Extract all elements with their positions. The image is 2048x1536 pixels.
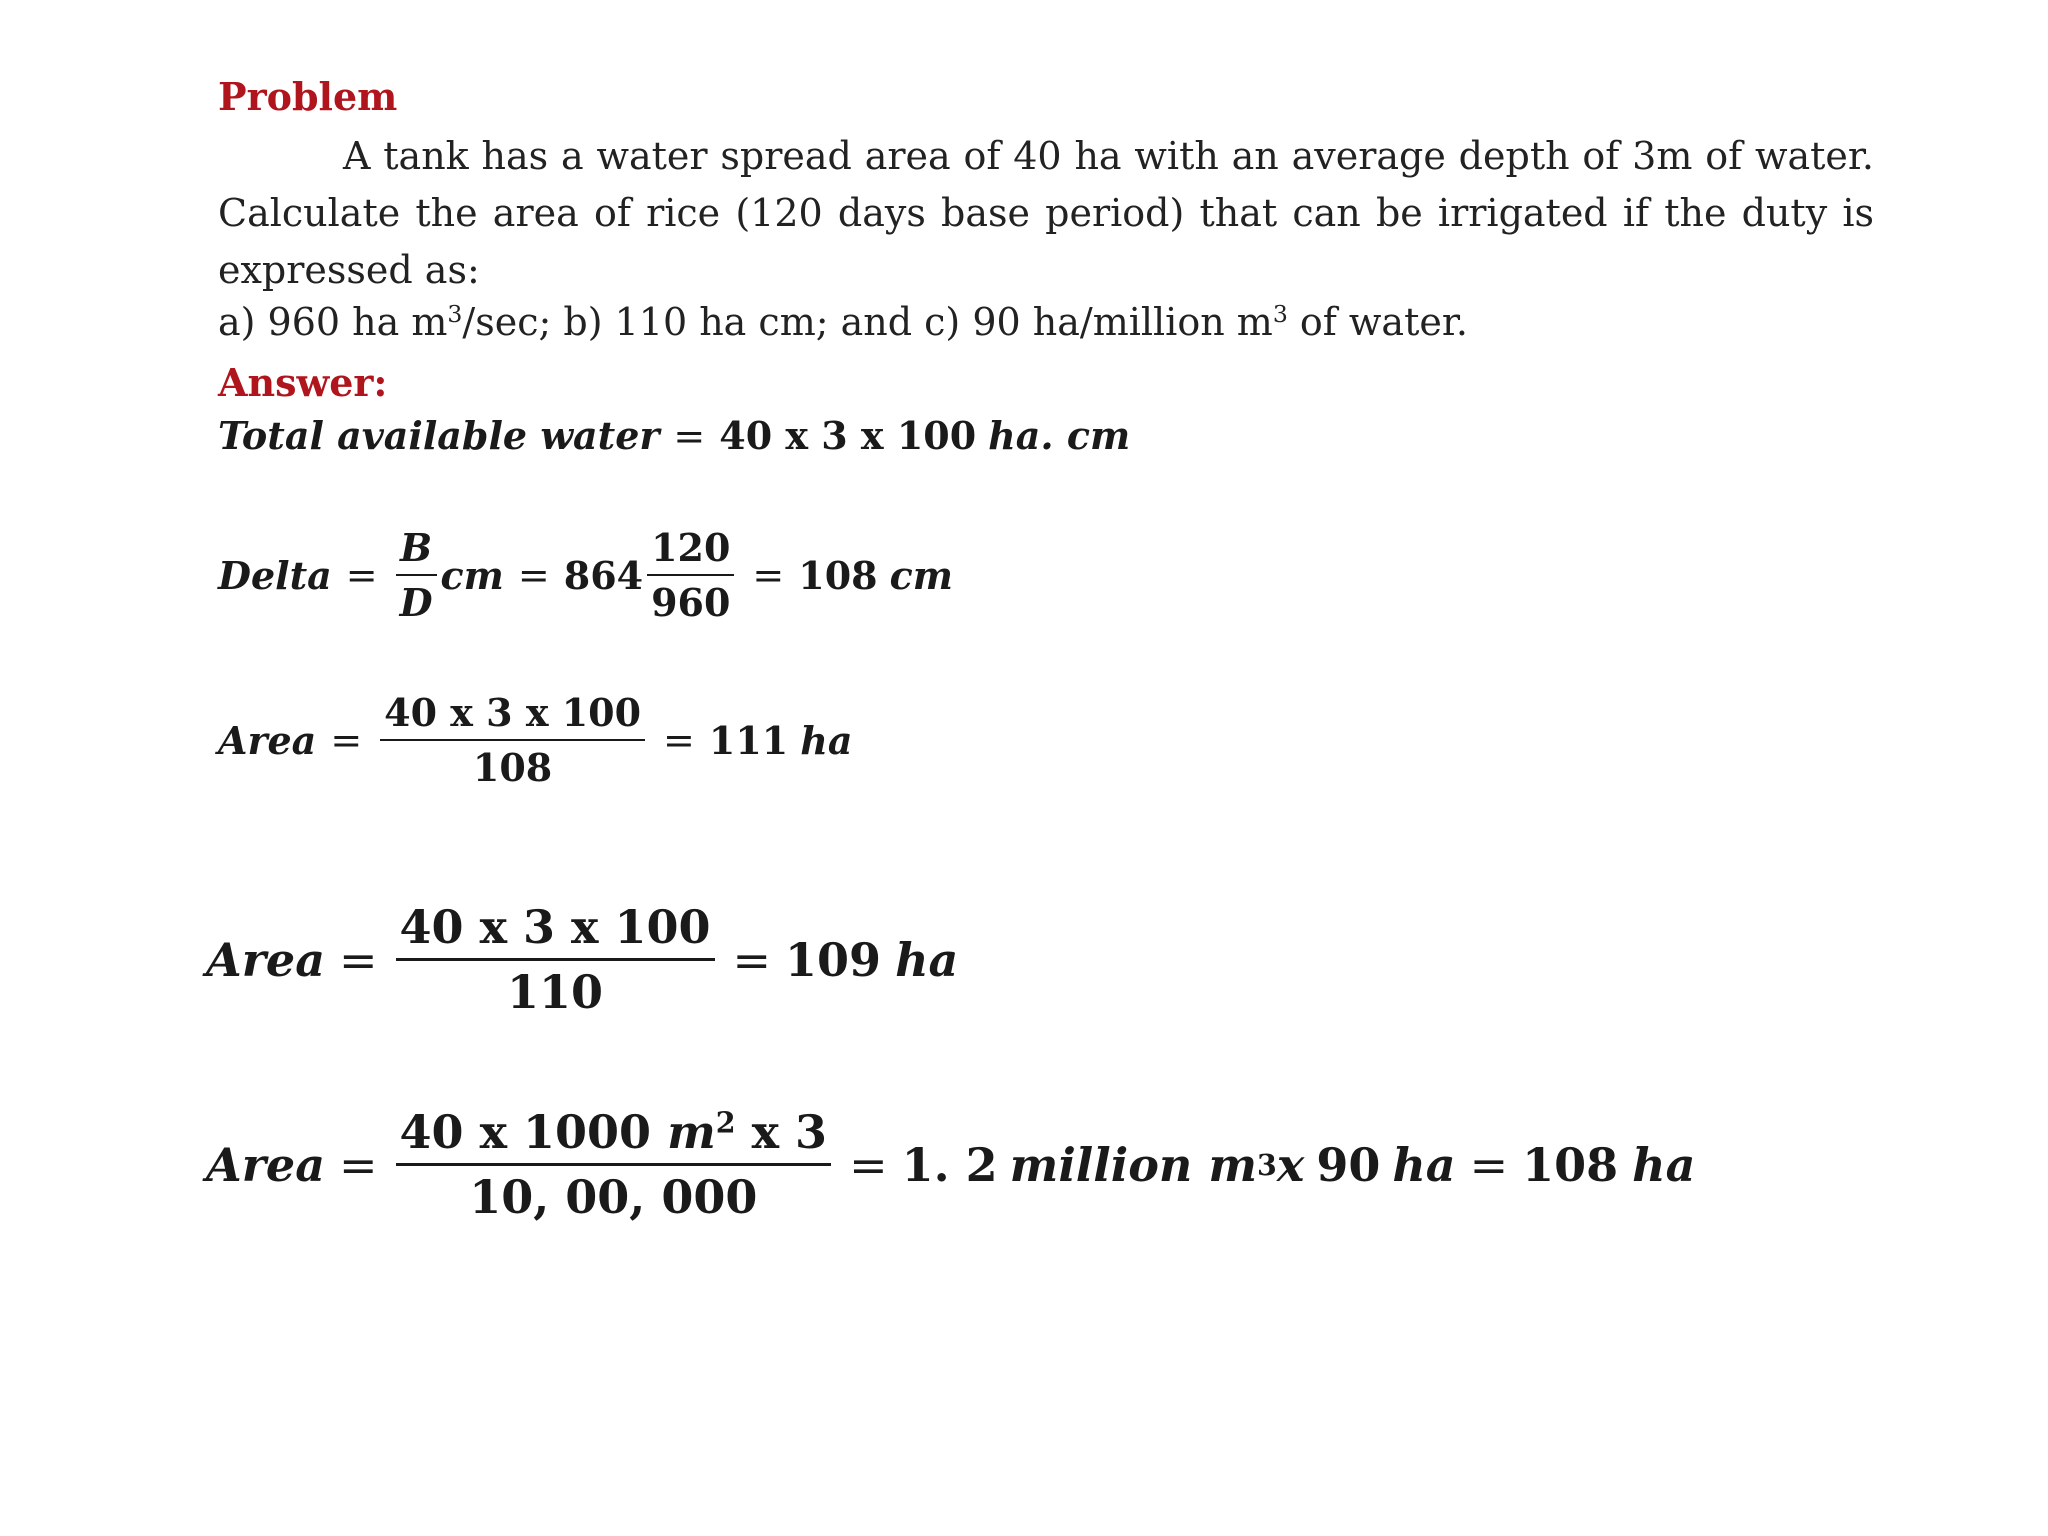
fraction-denominator: D: [399, 580, 433, 625]
fraction-bar: [396, 1163, 832, 1166]
equals-sign: =: [339, 932, 378, 987]
area-label: Area: [206, 932, 325, 987]
area-unit: ha: [800, 717, 853, 763]
equals-sign: =: [849, 1137, 888, 1192]
delta-result-unit: cm: [889, 552, 953, 598]
numerator-superscript: 2: [715, 1105, 736, 1140]
total-water-value: 40 x 3 x 100: [719, 413, 977, 458]
fraction-denominator: 110: [507, 965, 604, 1019]
equals-sign: =: [1469, 1137, 1509, 1192]
fraction-numerator: 40 x 3 x 100: [384, 690, 642, 735]
delta-label: Delta: [218, 552, 332, 598]
fraction-bar: [396, 574, 437, 576]
area-unit: ha: [1632, 1137, 1696, 1192]
equation-delta: [218, 525, 953, 625]
area-fraction: [396, 1105, 832, 1224]
fraction-numerator: 40 x 3 x 100: [399, 900, 711, 954]
duty-value: 90: [1316, 1137, 1381, 1192]
problem-paragraph: A tank has a water spread area of 40 ha with an average depth of 3m of water. Calculate the area of rice (120 days base period) that can be irrigated if the duty is expressed as:: [218, 134, 1874, 292]
fraction-numerator: B: [400, 525, 433, 570]
total-water-label: Total available water: [218, 413, 660, 458]
fraction-bar: [396, 958, 715, 961]
delta-factor: 864: [563, 552, 644, 598]
option-c-superscript: 3: [1272, 300, 1288, 329]
fraction-b-over-d: [396, 525, 437, 625]
numerator-part-b: x 3: [735, 1105, 828, 1159]
equation-area-c: Area = $\frac{40 x 1000 m^2 x 3}{10, 00, 000}$ = 1. 2 million m 3 x 90 ha = 108 ha: [206, 1105, 1696, 1224]
area-result: 111: [708, 717, 789, 763]
delta-unit: cm: [440, 552, 504, 598]
equals-sign: =: [732, 932, 772, 987]
total-water-unit: ha. cm: [988, 413, 1131, 458]
fraction-denominator: 960: [651, 580, 731, 625]
answer-heading: Answer:: [218, 360, 388, 405]
multiply-x: x: [1276, 1137, 1305, 1192]
equals-sign: =: [673, 413, 706, 458]
fraction-numerator: 120: [651, 525, 731, 570]
delta-result: 108: [798, 552, 878, 598]
option-a-superscript: 3: [447, 300, 463, 329]
fraction-numerator: [396, 1105, 832, 1159]
equals-sign: =: [663, 718, 695, 762]
fraction-days-over-duty: [647, 525, 734, 625]
area-label: Area: [206, 1137, 325, 1192]
equation-total-water: [218, 413, 1130, 458]
area-label: Area: [218, 717, 317, 763]
equation-area-b: [206, 900, 958, 1019]
equals-sign: =: [330, 718, 363, 762]
equation-area-a: [218, 690, 852, 790]
problem-options: [218, 300, 1468, 344]
volume-unit: million m: [1009, 1137, 1258, 1192]
area-fraction: [380, 690, 645, 790]
numerator-unit: m: [667, 1105, 716, 1159]
problem-heading: Problem: [218, 74, 398, 119]
option-a-text: a) 960 ha m: [218, 300, 448, 344]
duty-unit: ha: [1392, 1137, 1456, 1192]
equals-sign: =: [517, 553, 550, 597]
option-bc-text: /sec; b) 110 ha cm; and c) 90 ha/million m: [462, 300, 1273, 344]
volume-value: 1. 2: [901, 1137, 998, 1192]
option-c-suffix: of water.: [1287, 300, 1468, 344]
fraction-denominator: 108: [472, 745, 553, 790]
fraction-bar: [380, 739, 645, 741]
area-unit: ha: [895, 932, 959, 987]
equals-sign: =: [339, 1137, 378, 1192]
equals-sign: =: [752, 553, 785, 597]
area-result: 108: [1522, 1137, 1619, 1192]
area-result: 109: [785, 932, 882, 987]
fraction-denominator: 10, 00, 000: [469, 1170, 758, 1224]
equals-sign: =: [345, 553, 378, 597]
area-fraction: [396, 900, 715, 1019]
fraction-bar: [647, 574, 734, 576]
numerator-part-a: 40 x 1000: [399, 1105, 668, 1159]
